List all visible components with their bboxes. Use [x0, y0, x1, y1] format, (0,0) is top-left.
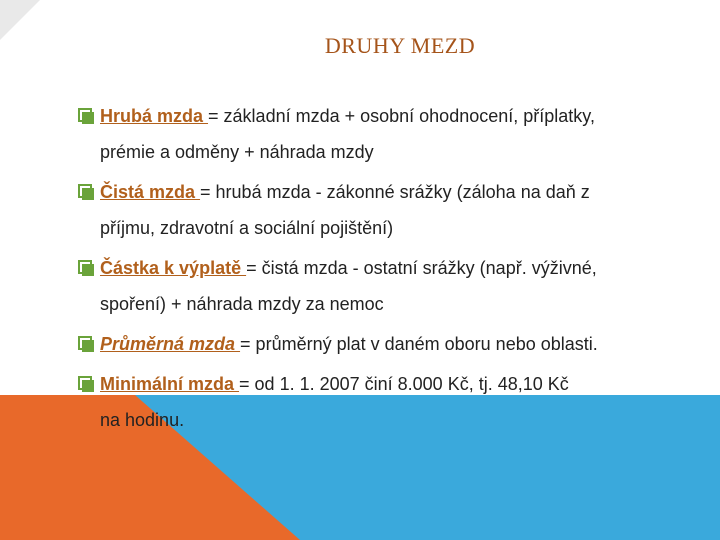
list-item	[78, 250, 678, 322]
list-item	[78, 98, 678, 170]
corner-shape	[0, 0, 40, 40]
item-text: = od 1. 1. 2007 činí 8.000 Kč, tj. 48,10 Kč	[239, 374, 569, 394]
item-continuation: prémie a odměny + náhrada mzdy	[100, 142, 374, 162]
slide-title: DRUHY MEZD	[324, 33, 476, 58]
list-item	[78, 366, 678, 438]
term-cista-mzda: Čistá mzda	[100, 182, 201, 202]
list-item	[78, 174, 678, 246]
term-hruba-mzda: Hrubá mzda	[100, 106, 209, 126]
item-continuation: spoření) + náhrada mzdy za nemoc	[100, 294, 384, 314]
item-continuation: příjmu, zdravotní a sociální pojištění)	[100, 218, 394, 238]
item-text: = průměrný plat v daném oboru nebo oblasti.	[240, 334, 598, 354]
checkbox-bullet-icon	[78, 376, 94, 392]
item-continuation: na hodinu.	[100, 410, 185, 430]
checkbox-bullet-icon	[78, 260, 94, 276]
checkbox-bullet-icon	[78, 108, 94, 124]
item-text: = hrubá mzda - zákonné srážky (záloha na daň z	[200, 182, 590, 202]
item-text: = základní mzda + osobní ohodnocení, příplatky,	[208, 106, 595, 126]
term-castka-k-vyplate: Částka k výplatě	[100, 258, 247, 278]
term-prumerna-mzda: Průměrná mzda	[100, 334, 241, 354]
item-text: = čistá mzda - ostatní srážky (např. výživné,	[246, 258, 597, 278]
checkbox-bullet-icon	[78, 336, 94, 352]
list-item	[78, 326, 678, 362]
term-minimalni-mzda: Minimální mzda	[100, 374, 240, 394]
checkbox-bullet-icon	[78, 184, 94, 200]
bullet-list	[78, 98, 678, 438]
